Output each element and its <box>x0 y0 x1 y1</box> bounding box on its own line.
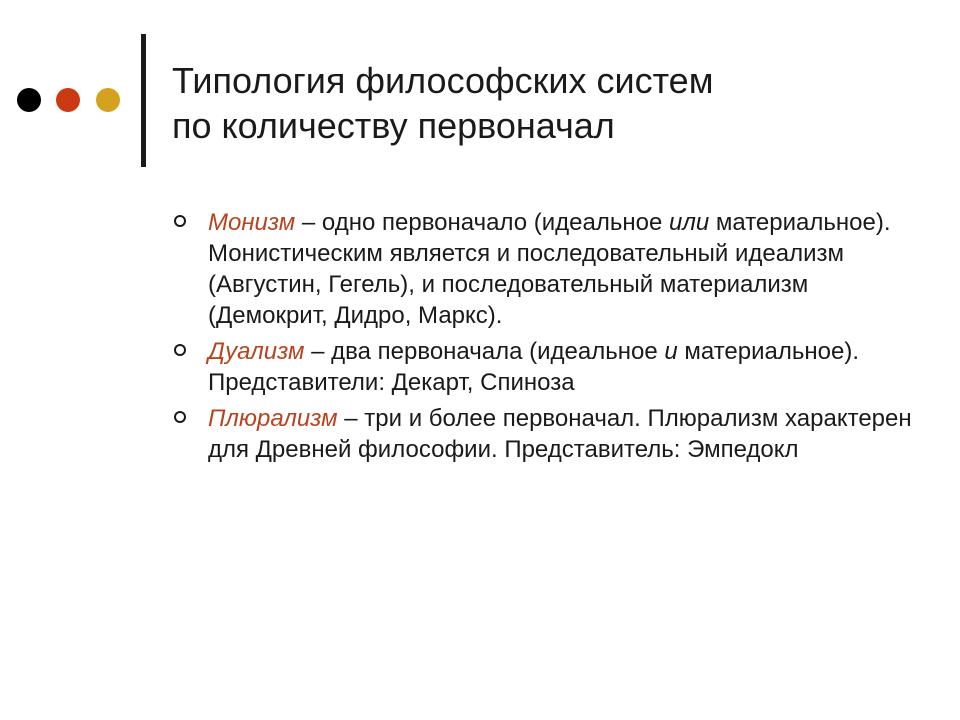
bullet-monism <box>172 207 912 331</box>
decor-dot-red <box>56 88 80 112</box>
term-dualism: Дуализм <box>208 338 305 365</box>
bullet-text: материальное). Представители: Декарт, Спиноза <box>208 338 859 396</box>
decor-dot-gold <box>96 88 120 112</box>
title-divider-bar <box>141 34 146 167</box>
slide-title <box>172 58 932 148</box>
term-pluralism: Плюрализм <box>208 405 338 432</box>
bullet-emphasis: или <box>668 209 710 236</box>
bullet-text: – три и более первоначал. Плюрализм характерен для Древней философии. Представитель: Эмпедокл <box>208 405 912 463</box>
bullet-text: материальное). Монистическим является и последовательный идеализм (Августин, Гегель), и последовательный материализм (Демокрит, Дидро, Маркс). <box>208 209 891 329</box>
bullet-pluralism <box>172 403 912 465</box>
bullet-text: – одно первоначало (идеальное <box>295 209 669 236</box>
bullet-dualism <box>172 336 912 398</box>
decor-dot-black <box>17 88 41 112</box>
term-monism: Монизм <box>208 209 296 236</box>
slide-title-line-1: Типология философских систем <box>172 60 714 101</box>
bullet-circle-icon <box>174 215 186 227</box>
bullet-text: – два первоначала (идеальное <box>304 338 665 365</box>
bullet-list <box>172 207 912 470</box>
bullet-circle-icon <box>174 344 186 356</box>
bullet-circle-icon <box>174 411 186 423</box>
bullet-emphasis: и <box>664 338 678 365</box>
slide-title-line-2: по количеству первоначал <box>172 105 615 146</box>
